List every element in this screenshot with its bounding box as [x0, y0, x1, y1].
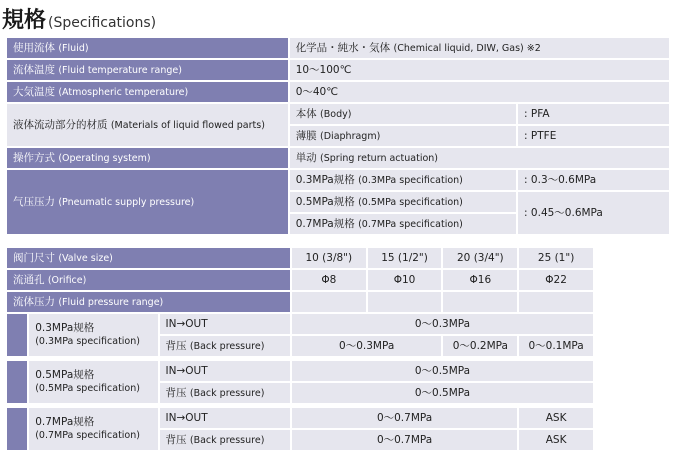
pneumatic-row-1 — [7, 170, 669, 190]
valve-size-row — [7, 248, 593, 268]
fluid-pressure-blank-4 — [519, 292, 593, 312]
fluid-temp-row — [7, 60, 669, 80]
page-subtitle: (Specifications) — [48, 15, 157, 31]
fluid-pressure-blank-2 — [368, 292, 442, 312]
fluid-pressure-row — [7, 292, 593, 312]
valve-size-label: 阀门尺寸 (Valve size) — [7, 248, 290, 268]
pneumatic-spec-05: 0.5MPa规格 (0.5MPa specification) — [290, 192, 516, 212]
orifice-20: Φ16 — [443, 270, 517, 290]
group-03-back-value-25: 0～0.1MPa — [519, 336, 593, 356]
fluid-temp-value: 10～100℃ — [290, 60, 669, 80]
group-03-in-value: 0～0.3MPa — [292, 314, 593, 334]
orifice-10: Φ8 — [292, 270, 366, 290]
group-05-back-label: 背压 (Back pressure) — [160, 383, 290, 403]
spec-table — [5, 36, 671, 236]
group-07-back-value: 0～0.7MPa — [292, 430, 517, 450]
group-03-back-value-20: 0～0.2MPa — [443, 336, 517, 356]
fluid-pressure-label: 流体压力 (Fluid pressure range) — [7, 292, 290, 312]
operating-row — [7, 148, 669, 168]
fluid-pressure-blank-1 — [292, 292, 366, 312]
group-05-in-label: IN→OUT — [160, 361, 290, 381]
orifice-row — [7, 270, 593, 290]
diaphragm-label: 薄膜 (Diaphragm) — [290, 126, 516, 146]
group-07-in-value: 0～0.7MPa — [292, 408, 517, 428]
atm-temp-row — [7, 82, 669, 102]
group-05-in-value: 0～0.5MPa — [292, 361, 593, 381]
orifice-label: 流通孔 (Orifice) — [7, 270, 290, 290]
group-07-marker — [7, 408, 27, 450]
group-07-back-label: 背压 (Back pressure) — [160, 430, 290, 450]
materials-label: 液体流动部分的材质 (Materials of liquid flowed parts) — [7, 104, 288, 146]
diaphragm-value: : PTFE — [518, 126, 669, 146]
group-03-in-row — [7, 314, 593, 334]
atm-temp-value: 0～40℃ — [290, 82, 669, 102]
group-03-back-value-10-15: 0～0.3MPa — [292, 336, 442, 356]
group-05-spec: 0.5MPa规格 (0.5MPa specification) — [29, 361, 157, 403]
valve-table — [5, 246, 595, 452]
fluid-row — [7, 38, 669, 58]
body-value: : PFA — [518, 104, 669, 124]
operating-label: 操作方式 (Operating system) — [7, 148, 288, 168]
group-07-in-row — [7, 408, 593, 428]
fluid-temp-label: 流体温度 (Fluid temperature range) — [7, 60, 288, 80]
atm-temp-label: 大気温度 (Atmospheric temperature) — [7, 82, 288, 102]
group-gap-cell — [7, 358, 593, 359]
group-07-in-ask: ASK — [519, 408, 593, 428]
group-05-marker — [7, 361, 27, 403]
fluid-label: 使用流体 (Fluid) — [7, 38, 288, 58]
group-gap-2 — [7, 405, 593, 406]
valve-size-10: 10 (3/8") — [292, 248, 366, 268]
group-gap-cell-2 — [7, 405, 593, 406]
group-03-marker — [7, 314, 27, 356]
fluid-pressure-blank-3 — [443, 292, 517, 312]
group-07-back-ask: ASK — [519, 430, 593, 450]
material-body-row — [7, 104, 669, 124]
orifice-25: Φ22 — [519, 270, 593, 290]
valve-size-25: 25 (1") — [519, 248, 593, 268]
group-03-spec: 0.3MPa规格 (0.3MPa specification) — [29, 314, 157, 356]
page-title: 規格 — [2, 8, 47, 33]
group-gap — [7, 358, 593, 359]
pneumatic-label: 气压压力 (Pneumatic supply pressure) — [7, 170, 288, 234]
orifice-15: Φ10 — [368, 270, 442, 290]
valve-size-20: 20 (3/4") — [443, 248, 517, 268]
pneumatic-spec-07: 0.7MPa规格 (0.7MPa specification) — [290, 214, 516, 234]
operating-value: 単动 (Spring return actuation) — [290, 148, 669, 168]
group-03-back-label: 背压 (Back pressure) — [160, 336, 290, 356]
pneumatic-value-03: : 0.3～0.6MPa — [518, 170, 669, 190]
group-05-back-value: 0～0.5MPa — [292, 383, 593, 403]
valve-size-15: 15 (1/2") — [368, 248, 442, 268]
fluid-value: 化学品・純水・気体 (Chemical liquid, DIW, Gas) ※2 — [290, 38, 669, 58]
group-03-in-label: IN→OUT — [160, 314, 290, 334]
group-05-in-row — [7, 361, 593, 381]
body-label: 本体 (Body) — [290, 104, 516, 124]
page-heading — [2, 3, 156, 31]
group-07-spec: 0.7MPa规格 (0.7MPa specification) — [29, 408, 157, 450]
pneumatic-value-05-07: : 0.45～0.6MPa — [518, 192, 669, 234]
group-07-in-label: IN→OUT — [160, 408, 290, 428]
pneumatic-spec-03: 0.3MPa规格 (0.3MPa specification) — [290, 170, 516, 190]
